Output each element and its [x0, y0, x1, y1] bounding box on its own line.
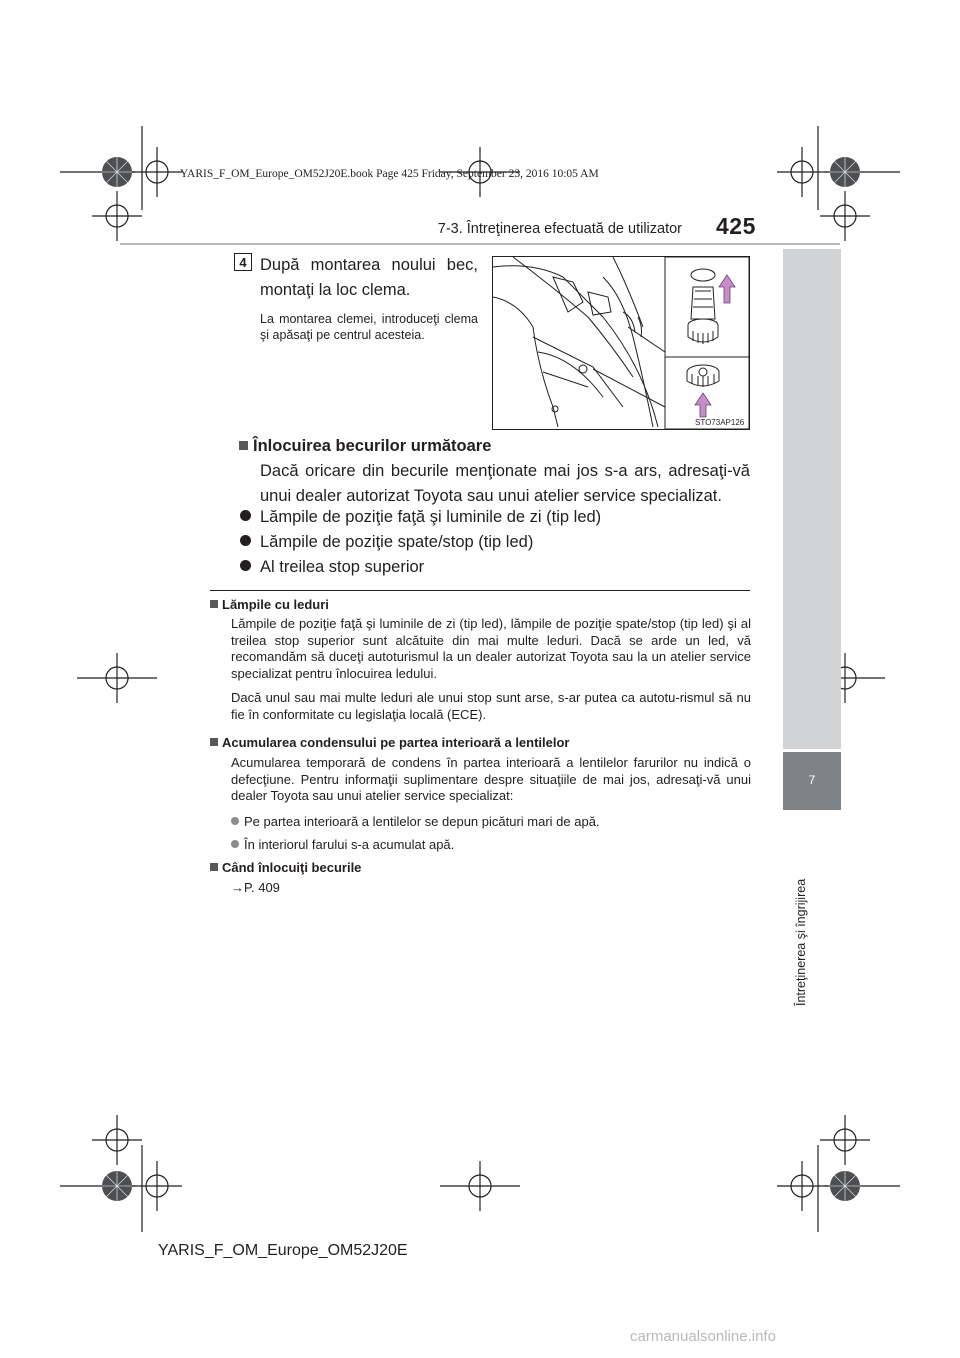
- heading-square-icon: [210, 738, 218, 746]
- list-item: [231, 837, 454, 852]
- note-heading-text: Acumularea condensului pe partea interioară a lentilelor: [222, 735, 570, 750]
- heading-square-icon: [210, 600, 218, 608]
- section-paragraph: Dacă oricare din becurile menţionate mai jos s-a ars, adresaţi-vă unui dealer autorizat Toyota sau unui atelier service specializat.: [260, 462, 750, 505]
- bullet-icon: [240, 510, 251, 521]
- bullet-icon: [240, 560, 251, 571]
- list-item-text: Lămpile de poziţie faţă şi luminile de zi (tip led): [260, 508, 602, 526]
- list-item: [240, 508, 601, 527]
- note-heading-replace: [210, 860, 361, 875]
- list-item-text: În interiorul farului s-a acumulat apă.: [244, 837, 455, 852]
- list-item-text: Pe partea interioară a lentilelor se depun picături mari de apă.: [244, 814, 600, 829]
- note-led-paragraph-1: Lămpile de poziţie faţă şi luminile de zi (tip led), lămpile de poziţie spate/stop (tip led) şi al treilea stop superior sunt alcătuite din mai multe leduri. Dacă se arde un led, vă recomandăm să duceţi autoturismul la un dealer autorizat Toyota sau la un atelier service specializat pentru înlocuirea ledului.: [231, 616, 751, 681]
- chapter-number: 7: [783, 752, 841, 810]
- note-heading-text: Lămpile cu leduri: [222, 597, 329, 612]
- page-number: 425: [716, 213, 756, 239]
- notes-divider: [210, 590, 750, 591]
- step-instruction-line2: montaţi la loc clema.: [260, 281, 411, 299]
- heading-square-icon: [239, 441, 248, 450]
- watermark: carmanualsonline.info: [630, 1328, 776, 1345]
- section-heading-text: Înlocuirea becurilor următoare: [253, 437, 492, 455]
- bullet-icon: [240, 535, 251, 546]
- clip-installation-figure: [492, 256, 750, 430]
- footer-code: YARIS_F_OM_Europe_OM52J20E: [158, 1242, 408, 1259]
- step-number-badge: 4: [234, 253, 252, 271]
- list-item: [240, 533, 533, 552]
- note-heading-led: [210, 597, 329, 612]
- note-led-paragraph-2: Dacă unul sau mai multe leduri ale unui stop sunt arse, s-ar putea ca autotu-rismul să nu fie în conformitate cu legislaţia locală (ECE).: [231, 690, 751, 722]
- bullet-icon: [231, 840, 239, 848]
- header-rule: [120, 243, 840, 245]
- chapter-title: Întreţinerea şi îngrijirea: [794, 878, 808, 1006]
- step-instruction-line1: După montarea noului bec,: [260, 256, 478, 274]
- list-item-text: Al treilea stop superior: [260, 558, 425, 576]
- chapter-tab-bar: [783, 249, 841, 749]
- figure-code: STO73AP126: [695, 418, 745, 427]
- note-heading-text: Când înlocuiţi becurile: [222, 860, 362, 875]
- step-instruction: [260, 253, 478, 303]
- bullet-icon: [231, 817, 239, 825]
- step-note: La montarea clemei, introduceţi clema şi apăsaţi pe centrul acesteia.: [260, 312, 478, 342]
- section-heading: [239, 437, 491, 456]
- list-item-text: Lămpile de poziţie spate/stop (tip led): [260, 533, 534, 551]
- figure-illustration: [493, 257, 749, 429]
- note-condensation-paragraph: Acumularea temporară de condens în partea interioară a lentilelor farurilor nu indică o defecţiune. Pentru informaţii suplimentare despre situaţiile de mai jos, adresaţi-vă unui dealer Toyota sau unui atelier service specializat:: [231, 755, 751, 803]
- section-title: 7-3. Întreţinerea efectuată de utilizator: [437, 221, 682, 237]
- book-info: YARIS_F_OM_Europe_OM52J20E.book Page 425 Friday, September 23, 2016 10:05 AM: [180, 168, 599, 180]
- list-item: [240, 558, 424, 577]
- note-heading-condensation: [210, 735, 570, 750]
- page-reference-link[interactable]: →P. 409: [231, 880, 280, 895]
- list-item: [231, 814, 600, 829]
- heading-square-icon: [210, 863, 218, 871]
